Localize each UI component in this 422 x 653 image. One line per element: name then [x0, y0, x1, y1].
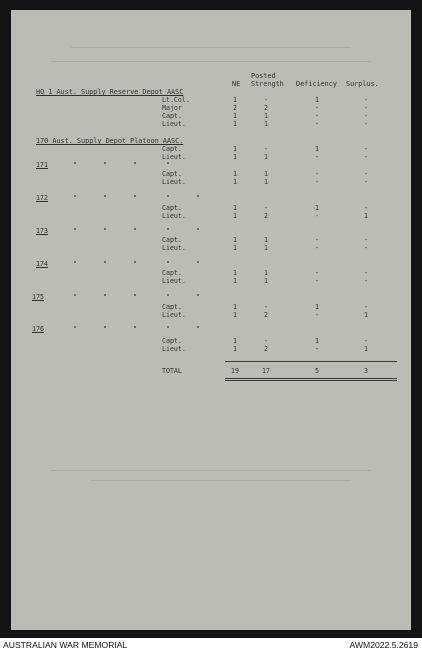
- cell-posted: 2: [264, 311, 268, 319]
- archive-reference: AWM2022.5.2619: [349, 640, 418, 650]
- rank-label: Lieut.: [162, 212, 186, 220]
- ditto-mark: ": [166, 260, 170, 268]
- cell-def: 1: [315, 303, 319, 311]
- total-rule-top: [225, 361, 397, 362]
- rank-label: Lieut.: [162, 178, 186, 186]
- cell-posted: -: [264, 96, 268, 104]
- bleed-through-line: [51, 470, 371, 471]
- rank-label: Lieut.: [162, 345, 186, 353]
- cell-def: -: [315, 153, 319, 161]
- cell-posted: 2: [264, 345, 268, 353]
- ditto-mark: ": [73, 161, 77, 169]
- rank-label: Capt.: [162, 303, 182, 311]
- ditto-mark: ": [196, 194, 200, 202]
- rank-label: Capt.: [162, 145, 182, 153]
- unit-hq-heading: HQ 1 Aust. Supply Reserve Depot AASC: [36, 88, 184, 96]
- posted-header-line2: Strength: [251, 80, 284, 88]
- ditto-mark: ": [73, 325, 77, 333]
- archive-footer: [0, 638, 422, 653]
- ditto-mark: ": [133, 325, 137, 333]
- total-label: TOTAL: [162, 367, 182, 375]
- unit-174-heading: 174: [36, 260, 48, 268]
- unit-175-heading: 175: [32, 293, 44, 301]
- cell-ne: 1: [233, 269, 237, 277]
- unit-172-heading: 172: [36, 194, 48, 202]
- ditto-mark: ": [103, 325, 107, 333]
- bleed-through-line: [91, 480, 351, 481]
- cell-sur: -: [364, 112, 368, 120]
- ne-header: NE: [232, 80, 241, 88]
- ditto-mark: ": [166, 161, 170, 169]
- cell-def: 1: [315, 145, 319, 153]
- cell-ne: 1: [233, 212, 237, 220]
- ditto-mark: ": [196, 227, 200, 235]
- cell-def: 1: [315, 204, 319, 212]
- cell-sur: -: [364, 145, 368, 153]
- cell-sur: -: [364, 96, 368, 104]
- cell-ne: 1: [233, 277, 237, 285]
- cell-def: -: [315, 236, 319, 244]
- ditto-mark: ": [103, 194, 107, 202]
- cell-sur: -: [364, 204, 368, 212]
- bleed-through-line: [71, 47, 351, 48]
- rank-label: Lieut.: [162, 120, 186, 128]
- cell-def: -: [315, 120, 319, 128]
- ditto-mark: ": [196, 260, 200, 268]
- ditto-mark: ": [73, 293, 77, 301]
- cell-def: -: [315, 311, 319, 319]
- cell-def: -: [315, 212, 319, 220]
- ditto-mark: ": [73, 227, 77, 235]
- cell-def: -: [315, 269, 319, 277]
- cell-ne: 1: [233, 112, 237, 120]
- ditto-mark: ": [103, 227, 107, 235]
- cell-def: -: [315, 345, 319, 353]
- surplus-header: Surplus.: [346, 80, 379, 88]
- total-deficiency: 5: [315, 367, 319, 375]
- ditto-mark: ": [133, 260, 137, 268]
- rank-label: Major: [162, 104, 182, 112]
- rank-label: Lieut.: [162, 277, 186, 285]
- cell-ne: 1: [233, 170, 237, 178]
- ditto-mark: ": [166, 325, 170, 333]
- cell-ne: 1: [233, 178, 237, 186]
- cell-ne: 1: [233, 303, 237, 311]
- ditto-mark: ": [133, 227, 137, 235]
- ditto-mark: ": [166, 194, 170, 202]
- total-surplus: 3: [364, 367, 368, 375]
- total-rule-bottom-2: [225, 380, 397, 381]
- cell-posted: 1: [264, 112, 268, 120]
- cell-posted: 1: [264, 236, 268, 244]
- total-ne: 19: [231, 367, 239, 375]
- rank-label: Lieut.: [162, 311, 186, 319]
- cell-ne: 1: [233, 244, 237, 252]
- rank-label: Capt.: [162, 236, 182, 244]
- ditto-mark: ": [133, 293, 137, 301]
- cell-posted: -: [264, 303, 268, 311]
- cell-sur: -: [364, 178, 368, 186]
- cell-posted: 1: [264, 170, 268, 178]
- posted-header-line1: Posted: [251, 72, 276, 80]
- cell-sur: -: [364, 170, 368, 178]
- ditto-mark: ": [73, 194, 77, 202]
- cell-def: -: [315, 112, 319, 120]
- cell-ne: 1: [233, 120, 237, 128]
- ditto-mark: ": [73, 260, 77, 268]
- ditto-mark: ": [196, 293, 200, 301]
- cell-ne: 1: [233, 337, 237, 345]
- cell-ne: 1: [233, 311, 237, 319]
- cell-def: -: [315, 178, 319, 186]
- cell-ne: 1: [233, 345, 237, 353]
- bleed-through-line: [51, 61, 371, 62]
- unit-176-heading: 176: [32, 325, 44, 333]
- cell-sur: -: [364, 269, 368, 277]
- cell-sur: -: [364, 120, 368, 128]
- deficiency-header: Deficiency: [296, 80, 337, 88]
- total-posted: 17: [262, 367, 270, 375]
- cell-ne: 1: [233, 145, 237, 153]
- cell-sur: -: [364, 303, 368, 311]
- cell-def: 1: [315, 96, 319, 104]
- cell-sur: -: [364, 277, 368, 285]
- rank-label: Capt.: [162, 112, 182, 120]
- ditto-mark: ": [196, 325, 200, 333]
- cell-def: -: [315, 104, 319, 112]
- cell-def: -: [315, 170, 319, 178]
- archive-name: AUSTRALIAN WAR MEMORIAL: [3, 640, 128, 650]
- ditto-mark: ": [133, 194, 137, 202]
- unit-173-heading: 173: [36, 227, 48, 235]
- cell-ne: 2: [233, 104, 237, 112]
- rank-label: Capt.: [162, 170, 182, 178]
- ditto-mark: ": [166, 227, 170, 235]
- ditto-mark: ": [103, 293, 107, 301]
- cell-posted: -: [264, 145, 268, 153]
- cell-ne: 1: [233, 153, 237, 161]
- rank-label: Lt.Col.: [162, 96, 190, 104]
- cell-posted: 1: [264, 269, 268, 277]
- cell-def: -: [315, 244, 319, 252]
- cell-ne: 1: [233, 96, 237, 104]
- ditto-mark: ": [103, 161, 107, 169]
- cell-posted: 1: [264, 277, 268, 285]
- cell-posted: 2: [264, 212, 268, 220]
- rank-label: Capt.: [162, 204, 182, 212]
- cell-posted: 1: [264, 120, 268, 128]
- rank-label: Lieut.: [162, 244, 186, 252]
- cell-ne: 1: [233, 204, 237, 212]
- cell-posted: -: [264, 204, 268, 212]
- cell-sur: -: [364, 244, 368, 252]
- cell-sur: -: [364, 153, 368, 161]
- cell-sur: 1: [364, 212, 368, 220]
- cell-posted: 1: [264, 244, 268, 252]
- rank-label: Lieut.: [162, 153, 186, 161]
- cell-sur: -: [364, 337, 368, 345]
- unit-171-heading: 171: [36, 161, 48, 169]
- cell-sur: -: [364, 236, 368, 244]
- cell-posted: -: [264, 337, 268, 345]
- rank-label: Capt.: [162, 269, 182, 277]
- cell-sur: 1: [364, 345, 368, 353]
- document-sheet: [11, 10, 411, 630]
- cell-posted: 1: [264, 153, 268, 161]
- unit-170-heading: 170 Aust. Supply Depot Platoon AASC.: [36, 137, 184, 145]
- cell-posted: 2: [264, 104, 268, 112]
- cell-def: -: [315, 277, 319, 285]
- cell-def: 1: [315, 337, 319, 345]
- total-rule-bottom-1: [225, 378, 397, 379]
- ditto-mark: ": [103, 260, 107, 268]
- rank-label: Capt.: [162, 337, 182, 345]
- ditto-mark: ": [166, 293, 170, 301]
- cell-ne: 1: [233, 236, 237, 244]
- ditto-mark: ": [133, 161, 137, 169]
- cell-sur: -: [364, 104, 368, 112]
- cell-posted: 1: [264, 178, 268, 186]
- cell-sur: 1: [364, 311, 368, 319]
